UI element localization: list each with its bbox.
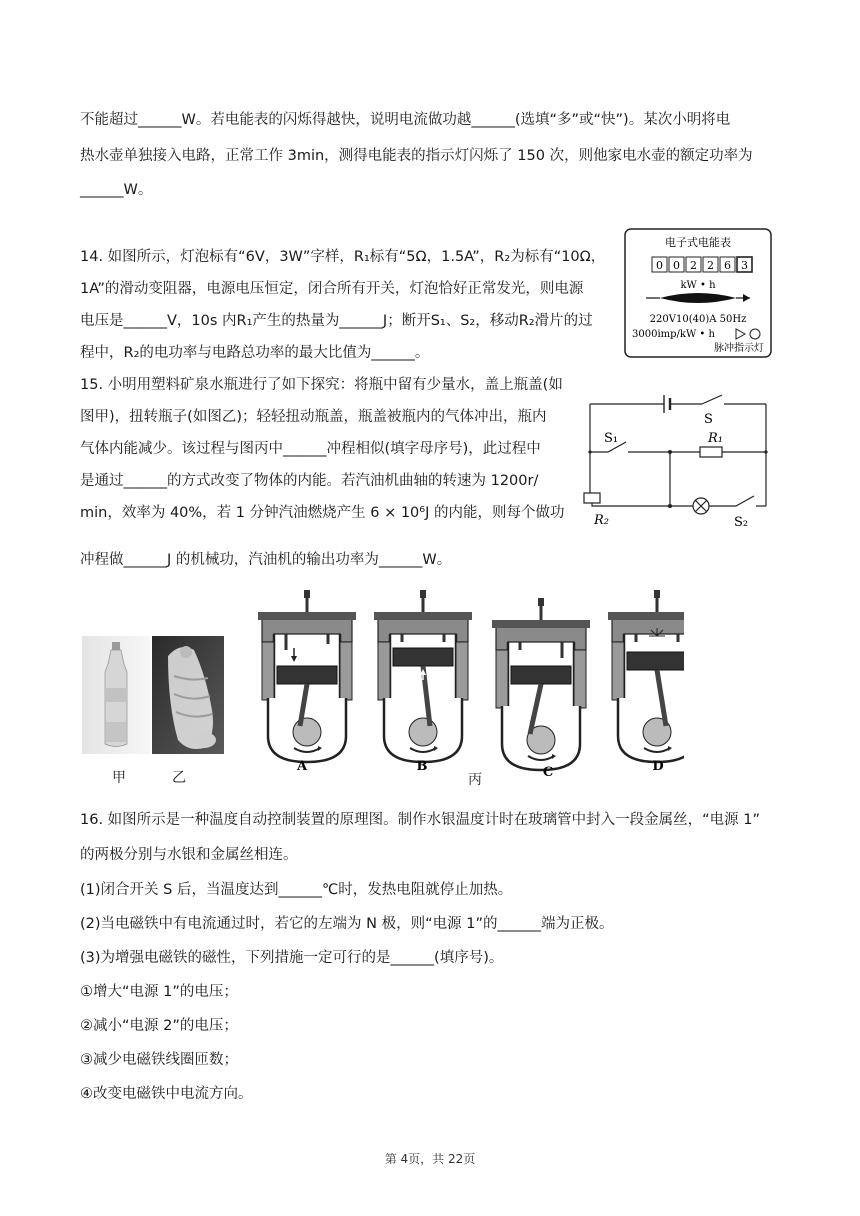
text-line-1: 不能超过______W。若电能表的闪烁得越快，说明电流做功越______(选填“多”或“快”)。某次小明将电 bbox=[80, 112, 731, 128]
photo-caption-yi: 乙 bbox=[172, 770, 186, 786]
circuit-diagram bbox=[578, 384, 778, 540]
q15-line-1: 15. 小明用塑料矿泉水瓶进行了如下探究：将瓶中留有少量水，盖上瓶盖(如 bbox=[80, 377, 563, 393]
engine-label-b: B bbox=[416, 759, 428, 774]
label-switch-s: S bbox=[704, 412, 713, 427]
bottle-photos bbox=[82, 636, 224, 754]
engine-caption-bing: 丙 bbox=[468, 772, 482, 788]
junction-dot bbox=[668, 504, 672, 508]
engine-c bbox=[492, 598, 590, 770]
q16-option-3: ③减少电磁铁线圈匝数； bbox=[80, 1052, 238, 1068]
electric-meter-figure bbox=[624, 228, 772, 358]
q15-line-5: min，效率为 40%，若 1 分钟汽油燃烧产生 6 × 10⁶J 的内能，则每个做功 bbox=[80, 505, 565, 521]
q15-line-6: 冲程做______J 的机械功，汽油机的输出功率为______W。 bbox=[80, 552, 452, 568]
q16-line-1: 16. 如图所示是一种温度自动控制装置的原理图。制作水银温度计时在玻璃管中封入一段金属丝，“电源 1” bbox=[80, 812, 761, 828]
meter-title: 电子式电能表 bbox=[665, 236, 731, 249]
meter-digit: 3 bbox=[741, 259, 748, 272]
page-footer: 第 4页，共 22页 bbox=[384, 1152, 476, 1166]
meter-imp: 3000imp/kW • h bbox=[632, 329, 715, 340]
meter-indicator-label: 脉冲指示灯 bbox=[714, 343, 764, 354]
meter-digit: 2 bbox=[690, 259, 697, 272]
meter-digit: 0 bbox=[673, 259, 680, 272]
label-resistor-r1: R₁ bbox=[708, 431, 723, 446]
junction-dot bbox=[588, 450, 591, 453]
meter-spec: 220V10(40)A 50Hz bbox=[649, 314, 747, 325]
junction-dot bbox=[764, 450, 767, 453]
meter-digit: 0 bbox=[656, 259, 663, 272]
engine-a bbox=[258, 590, 356, 762]
engine-label-a: A bbox=[296, 759, 308, 774]
q16-option-1: ①增大“电源 1”的电压； bbox=[80, 984, 238, 1000]
q14-line-4: 程中，R₂的电功率与电路总功率的最大比值为______。 bbox=[80, 345, 430, 361]
photo-caption-jia: 甲 bbox=[112, 770, 126, 786]
q16-item-1: (1)闭合开关 S 后，当温度达到______℃时，发热电阻就停止加热。 bbox=[80, 882, 513, 898]
q14-line-1: 14. 如图所示，灯泡标有“6V，3W”字样，R₁标有“5Ω，1.5A”，R₂为标有“10Ω， bbox=[80, 249, 606, 265]
label-switch-s2: S₂ bbox=[734, 515, 749, 530]
label-rheostat-r2: R₂ bbox=[594, 513, 609, 528]
engine-strokes-figure bbox=[254, 586, 684, 776]
q16-option-4: ④改变电磁铁中电流方向。 bbox=[80, 1086, 253, 1102]
q15-line-2: 图甲)，扭转瓶子(如图乙)；轻轻扭动瓶盖，瓶盖被瓶内的气体冲出，瓶内 bbox=[80, 409, 547, 425]
q15-line-4: 是通过______的方式改变了物体的内能。若汽油机曲轴的转速为 1200r/ bbox=[80, 473, 539, 489]
q16-item-2: (2)当电磁铁中有电流通过时，若它的左端为 N 极，则“电源 1”的______端为正极。 bbox=[80, 916, 614, 932]
engine-label-d: D bbox=[652, 759, 664, 774]
label-switch-s1: S₁ bbox=[604, 431, 619, 446]
q16-item-3: (3)为增强电磁铁的磁性，下列措施一定可行的是______(填序号)。 bbox=[80, 950, 504, 966]
text-line-3: ______W。 bbox=[80, 182, 153, 198]
meter-digit: 2 bbox=[707, 259, 714, 272]
q14-line-2: 1A”的滑动变阻器，电源电压恒定，闭合所有开关，灯泡恰好正常发光，则电源 bbox=[80, 281, 584, 297]
junction-dot bbox=[668, 450, 672, 454]
q16-line-2: 的两极分别与水银和金属丝相连。 bbox=[80, 847, 298, 863]
q15-line-3: 气体内能减少。该过程与图丙中______冲程相似(填字母序号)，此过程中 bbox=[80, 441, 541, 457]
engine-label-c: C bbox=[542, 765, 554, 776]
q16-option-2: ②减小“电源 2”的电压； bbox=[80, 1018, 238, 1034]
engine-b bbox=[374, 590, 472, 762]
meter-digit: 6 bbox=[724, 259, 731, 272]
text-line-2: 热水壶单独接入电路，正常工作 3min，测得电能表的指示灯闪烁了 150 次，则他家电水壶的额定功率为 bbox=[80, 148, 753, 164]
q14-line-3: 电压是______V，10s 内R₁产生的热量为______J；断开S₁、S₂，移动R₂滑片的过 bbox=[80, 313, 593, 329]
engine-d bbox=[608, 590, 684, 762]
meter-unit: kW • h bbox=[680, 280, 716, 291]
